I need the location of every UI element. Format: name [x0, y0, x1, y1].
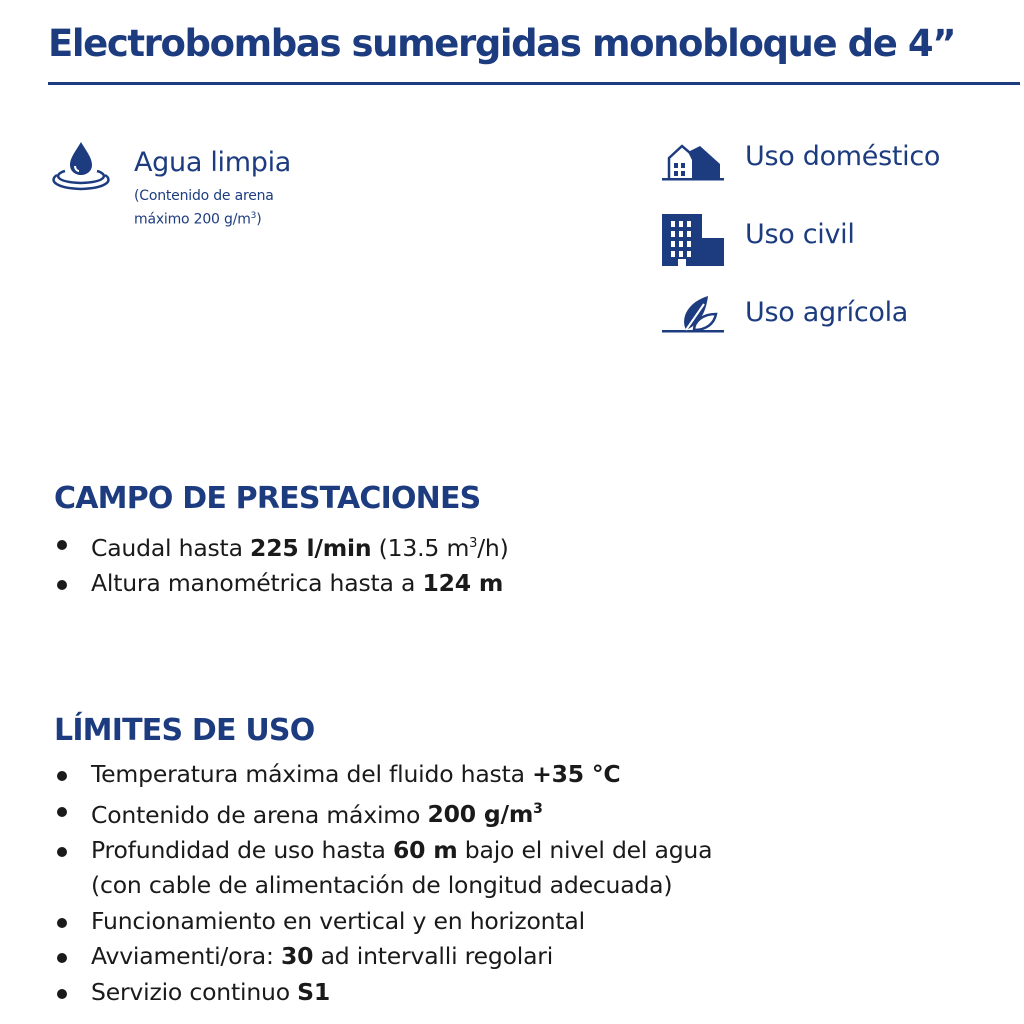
campo-list: [54, 526, 509, 602]
agua-note-line2: [134, 206, 274, 230]
item-text: (13.5 m: [371, 533, 470, 562]
water-drop-icon: [48, 140, 114, 192]
item-text: Avviamenti/ora:: [91, 942, 281, 971]
feature-agua-label: Agua limpia: [134, 147, 292, 178]
agua-note-text: máximo 200 g/m: [134, 211, 251, 228]
section-campo-title: CAMPO DE PRESTACIONES: [54, 481, 481, 516]
item-value: 124 m: [422, 569, 504, 598]
item-text: Profundidad de uso hasta: [91, 835, 393, 864]
house-icon: [660, 142, 726, 182]
limites-list: [54, 757, 712, 1010]
agua-note-close: ): [256, 211, 262, 228]
page-title: Electrobombas sumergidas monobloque de 4”: [48, 22, 956, 65]
item-text: Servizio continuo: [91, 977, 298, 1006]
item-text: Contenido de arena máximo: [91, 800, 428, 829]
feature-agua-note: [134, 186, 274, 230]
item-text: ad intervalli regolari: [313, 942, 554, 971]
section-limites-title: LÍMITES DE USO: [54, 713, 315, 748]
list-item: [54, 566, 509, 602]
list-item-continuation: (con cable de alimentación de longitud adecuada): [91, 871, 673, 900]
item-text: Caudal hasta: [91, 533, 251, 562]
feature-uso-civil-label: Uso civil: [745, 219, 855, 250]
list-item: [54, 526, 509, 566]
feature-uso-domestico-label: Uso doméstico: [745, 141, 941, 172]
title-divider: [48, 82, 1020, 85]
building-icon: [660, 212, 726, 268]
item-sup: 3: [533, 801, 543, 818]
list-item: [54, 793, 712, 833]
item-value-text: 200 g/m: [427, 800, 534, 829]
list-item: [54, 939, 712, 975]
item-value: 225 l/min: [250, 533, 372, 562]
list-item: [54, 975, 712, 1011]
agua-note-sup: 3: [250, 211, 257, 221]
item-value: S1: [297, 977, 331, 1006]
item-value: +35 °C: [532, 760, 621, 788]
item-text: bajo el nivel del agua: [457, 835, 713, 864]
list-item: [54, 833, 712, 869]
leaf-icon: [660, 292, 726, 336]
item-text: Altura manométrica hasta a: [91, 569, 423, 598]
item-value: 30: [280, 942, 314, 971]
item-value: [427, 800, 542, 828]
list-item: Funcionamiento en vertical y en horizontal: [54, 904, 712, 940]
item-text: Temperatura máxima del fluido hasta: [91, 760, 533, 788]
item-value: 60 m: [392, 835, 458, 864]
agua-note-line1: (Contenido de arena: [134, 188, 274, 204]
feature-uso-agricola-label: Uso agrícola: [745, 297, 909, 328]
item-sup: 3: [469, 536, 478, 551]
list-item: [54, 757, 712, 793]
item-text: /h): [477, 533, 509, 562]
